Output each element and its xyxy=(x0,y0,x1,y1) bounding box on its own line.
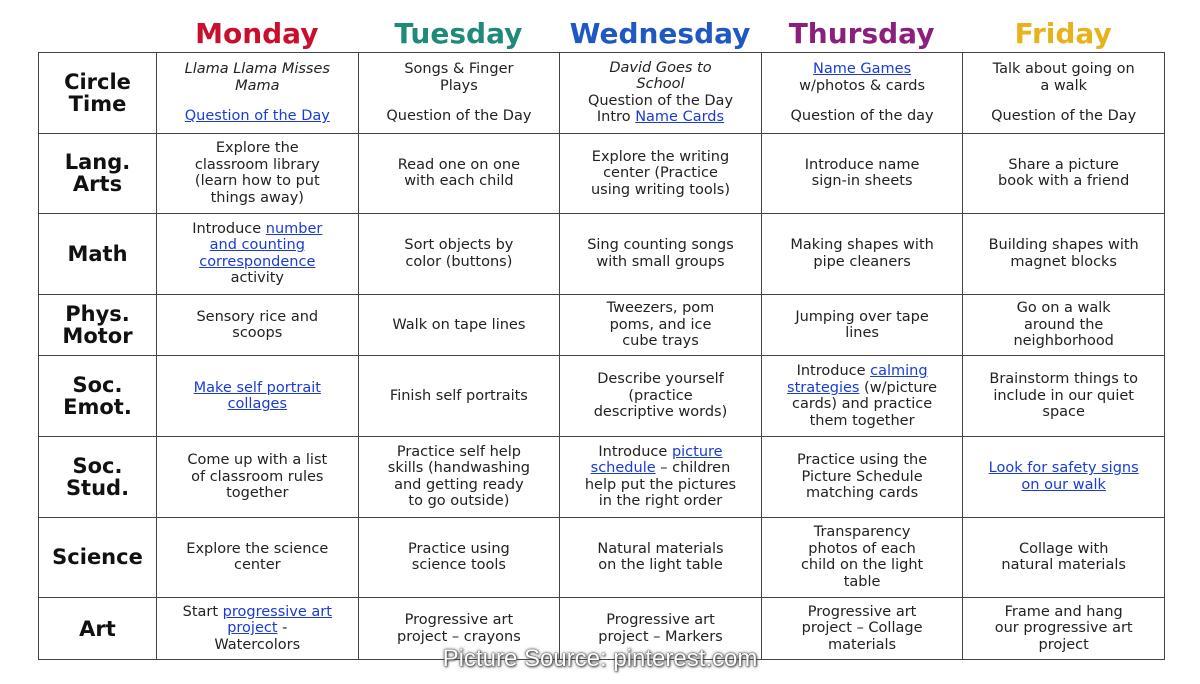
activity-cell xyxy=(963,517,1165,598)
activity-text: Read one on one xyxy=(397,156,521,173)
activity-text: sign-in sheets xyxy=(811,173,913,190)
activity-text: center xyxy=(233,557,281,574)
activity-text: scoops xyxy=(232,325,283,342)
subject-line: Time xyxy=(68,91,127,116)
table-row xyxy=(39,437,1165,518)
table-row xyxy=(39,294,1165,356)
activity-link[interactable]: correspondence xyxy=(199,253,316,270)
activity-text: and getting ready xyxy=(394,476,524,493)
activity-text: photos of each xyxy=(808,540,916,557)
activity-cell xyxy=(358,294,560,356)
subject-label xyxy=(39,356,157,437)
activity-text: w/photos & cards xyxy=(799,77,926,94)
subject-label xyxy=(39,517,157,598)
activity-line xyxy=(365,444,554,461)
activity-text: Plays xyxy=(439,77,478,94)
activity-line xyxy=(768,413,957,430)
activity-cell xyxy=(761,214,963,295)
activity-text: Start xyxy=(182,603,223,620)
activity-line xyxy=(163,140,352,157)
day-header-row xyxy=(156,12,1164,56)
activity-line xyxy=(365,541,554,558)
activity-text: of classroom rules xyxy=(191,468,324,485)
activity-text: Go on a walk xyxy=(1016,300,1111,317)
subject-line: Motor xyxy=(62,324,133,349)
activity-line xyxy=(163,108,352,125)
activity-line xyxy=(768,157,957,174)
activity-text: Come up with a list xyxy=(187,452,328,469)
day-header-friday: Friday xyxy=(1014,17,1112,50)
activity-line xyxy=(768,61,957,78)
activity-line xyxy=(163,78,352,95)
activity-line xyxy=(365,493,554,510)
activity-text: lines xyxy=(845,325,879,342)
activity-text: Question of the day xyxy=(790,108,934,125)
activity-cell xyxy=(358,437,560,518)
activity-text: our progressive art xyxy=(994,620,1133,637)
activity-line xyxy=(163,173,352,190)
table-row xyxy=(39,517,1165,598)
activity-line xyxy=(163,221,352,238)
activity-line xyxy=(163,325,352,342)
activity-link[interactable]: Name Cards xyxy=(635,109,725,126)
activity-text: with small groups xyxy=(596,253,725,270)
activity-text: Songs & Finger xyxy=(404,61,514,78)
activity-line xyxy=(768,574,957,591)
activity-line xyxy=(768,309,957,326)
activity-text: center (Practice xyxy=(603,165,718,182)
activity-text: with each child xyxy=(404,173,514,190)
activity-text: Explore the science xyxy=(186,540,329,557)
activity-cell xyxy=(560,53,762,134)
activity-line xyxy=(969,604,1158,621)
activity-text: include in our quiet xyxy=(993,387,1134,404)
activity-text: Jumping over tape xyxy=(795,308,929,325)
activity-line xyxy=(566,182,755,199)
activity-cell xyxy=(157,294,359,356)
activity-line xyxy=(566,333,755,350)
activity-text: neighborhood xyxy=(1013,333,1114,350)
activity-line xyxy=(768,620,957,637)
activity-line xyxy=(768,173,957,190)
activity-cell xyxy=(560,214,762,295)
activity-link[interactable]: progressive art xyxy=(222,603,332,620)
activity-text: Making shapes with xyxy=(790,237,934,254)
activity-text: Question of the Day xyxy=(991,108,1137,125)
activity-link[interactable]: Look for safety signs xyxy=(988,460,1139,477)
activity-text: Walk on tape lines xyxy=(392,316,526,333)
book-title-text: School xyxy=(636,76,685,93)
activity-line xyxy=(163,557,352,574)
activity-text: Finish self portraits xyxy=(389,387,528,404)
activity-text: Tweezers, pom xyxy=(606,300,715,317)
activity-cell xyxy=(963,437,1165,518)
table-row xyxy=(39,133,1165,214)
activity-line xyxy=(163,254,352,271)
activity-text: project xyxy=(1038,636,1089,653)
line-spacer xyxy=(969,94,1158,108)
activity-text: space xyxy=(1042,404,1085,421)
activity-link[interactable]: on our walk xyxy=(1021,476,1106,493)
activity-line xyxy=(768,557,957,574)
activity-line xyxy=(969,108,1158,125)
activity-text: Describe yourself xyxy=(597,371,724,388)
table-row xyxy=(39,214,1165,295)
activity-text: Practice using the xyxy=(797,452,928,469)
activity-text: Practice using xyxy=(408,540,510,557)
activity-cell xyxy=(963,53,1165,134)
activity-line xyxy=(566,317,755,334)
activity-line xyxy=(768,363,957,380)
subject-line: Art xyxy=(79,616,116,641)
activity-line xyxy=(768,469,957,486)
line-spacer xyxy=(163,94,352,108)
activity-line xyxy=(365,477,554,494)
book-title-text: David Goes to xyxy=(609,59,712,76)
subject-line: Lang. xyxy=(64,150,131,175)
activity-line xyxy=(566,165,755,182)
activity-text: Frame and hang xyxy=(1004,603,1123,620)
activity-text: using writing tools) xyxy=(590,181,730,198)
activity-text: – children xyxy=(655,460,731,477)
subject-label xyxy=(39,214,157,295)
activity-line xyxy=(768,524,957,541)
activity-text: Introduce xyxy=(598,443,672,460)
activity-line xyxy=(365,557,554,574)
activity-line xyxy=(566,76,755,93)
activity-line xyxy=(365,388,554,405)
activity-text: together xyxy=(226,485,289,502)
activity-text: Talk about going on xyxy=(992,61,1135,78)
activity-text: Collage with xyxy=(1018,540,1109,557)
activity-line xyxy=(566,60,755,77)
activity-line xyxy=(566,541,755,558)
activity-line xyxy=(566,300,755,317)
activity-line xyxy=(566,493,755,510)
activity-line xyxy=(566,557,755,574)
activity-text: around the xyxy=(1023,316,1104,333)
book-title-text: Llama Llama Misses xyxy=(184,61,330,78)
activity-text: Progressive art xyxy=(807,603,917,620)
subject-line: Soc. xyxy=(72,373,123,398)
subject-line: Science xyxy=(52,545,143,570)
activity-text: Practice self help xyxy=(396,443,521,460)
day-header-thursday: Thursday xyxy=(788,17,935,50)
activity-text: project – Markers xyxy=(598,628,723,645)
activity-cell xyxy=(157,356,359,437)
activity-link[interactable]: collages xyxy=(227,396,288,413)
activity-line xyxy=(163,452,352,469)
activity-line xyxy=(163,469,352,486)
activity-text: skills (handwashing xyxy=(387,460,531,477)
activity-line xyxy=(969,404,1158,421)
activity-link[interactable]: strategies xyxy=(787,379,860,396)
activity-text: materials xyxy=(828,636,897,653)
activity-text: Question of the Day xyxy=(587,92,734,109)
activity-line xyxy=(566,371,755,388)
activity-text: child on the light xyxy=(800,557,924,574)
activity-text: Explore the writing xyxy=(591,148,730,165)
activity-line xyxy=(163,309,352,326)
activity-text: Introduce xyxy=(796,363,871,380)
activity-text: a walk xyxy=(1040,77,1087,94)
activity-text: Explore the xyxy=(215,140,299,157)
activity-link[interactable]: Question of the Day xyxy=(184,108,330,125)
book-title-text: Mama xyxy=(235,77,280,94)
activity-cell xyxy=(560,294,762,356)
activity-text: Sing counting songs xyxy=(587,237,734,254)
subject-line: Stud. xyxy=(65,475,130,500)
activity-line xyxy=(969,541,1158,558)
activity-line xyxy=(969,388,1158,405)
activity-line xyxy=(365,78,554,95)
activity-link[interactable]: calming xyxy=(870,363,928,380)
activity-text: in the right order xyxy=(598,493,723,510)
activity-line xyxy=(768,396,957,413)
activity-line xyxy=(163,237,352,254)
activity-cell xyxy=(358,356,560,437)
activity-line xyxy=(969,254,1158,271)
activity-line xyxy=(969,317,1158,334)
subject-label xyxy=(39,294,157,356)
activity-text: Progressive art xyxy=(404,612,514,629)
activity-link[interactable]: Make self portrait xyxy=(193,379,321,396)
activity-line xyxy=(365,629,554,646)
activity-text: Transparency xyxy=(813,524,911,541)
activity-line xyxy=(566,629,755,646)
activity-line xyxy=(969,557,1158,574)
activity-line xyxy=(365,317,554,334)
activity-text: Introduce xyxy=(192,220,266,237)
activity-text: Brainstorm things to xyxy=(989,371,1138,388)
activity-text: Sort objects by xyxy=(404,237,514,254)
activity-line xyxy=(768,237,957,254)
activity-link[interactable]: schedule xyxy=(590,460,656,477)
activity-cell xyxy=(963,214,1165,295)
activity-line xyxy=(365,61,554,78)
subject-line: Circle xyxy=(64,69,131,94)
activity-line xyxy=(768,78,957,95)
activity-text: color (buttons) xyxy=(405,253,513,270)
activity-line xyxy=(768,541,957,558)
activity-text: pipe cleaners xyxy=(813,253,911,270)
activity-line xyxy=(163,604,352,621)
activity-cell xyxy=(560,437,762,518)
subject-label xyxy=(39,437,157,518)
activity-text: things away) xyxy=(210,189,304,206)
activity-link[interactable]: and counting xyxy=(209,237,305,254)
activity-line xyxy=(365,157,554,174)
activity-link[interactable]: picture xyxy=(671,443,723,460)
activity-text: Picture Schedule xyxy=(801,468,923,485)
subject-label xyxy=(39,133,157,214)
activity-cell xyxy=(157,53,359,134)
activity-text: cards) and practice xyxy=(792,396,933,413)
activity-line xyxy=(566,149,755,166)
activity-text: Building shapes with xyxy=(988,237,1139,254)
subject-line: Math xyxy=(67,241,128,266)
activity-line xyxy=(566,237,755,254)
activity-line xyxy=(768,485,957,502)
activity-cell xyxy=(963,294,1165,356)
activity-line xyxy=(163,620,352,637)
day-header-tuesday: Tuesday xyxy=(394,17,523,50)
weekly-plan-table xyxy=(38,52,1165,660)
activity-text: classroom library xyxy=(194,156,320,173)
activity-cell xyxy=(358,214,560,295)
day-header-monday: Monday xyxy=(195,17,319,50)
subject-line: Soc. xyxy=(72,453,123,478)
activity-line xyxy=(365,237,554,254)
activity-line xyxy=(768,380,957,397)
activity-line xyxy=(365,460,554,477)
activity-cell xyxy=(157,517,359,598)
activity-line xyxy=(566,444,755,461)
activity-line xyxy=(566,109,755,126)
activity-cell xyxy=(761,294,963,356)
activity-line xyxy=(768,325,957,342)
table-row xyxy=(39,53,1165,134)
activity-line xyxy=(163,485,352,502)
activity-cell xyxy=(157,437,359,518)
activity-line xyxy=(969,333,1158,350)
activity-line xyxy=(163,61,352,78)
activity-cell xyxy=(761,133,963,214)
activity-cell xyxy=(761,517,963,598)
activity-line xyxy=(163,380,352,397)
subject-line: Arts xyxy=(72,172,123,197)
activity-cell xyxy=(963,356,1165,437)
activity-text: science tools xyxy=(411,557,506,574)
activity-line xyxy=(163,190,352,207)
activity-cell xyxy=(963,133,1165,214)
subject-line: Emot. xyxy=(63,395,132,420)
activity-text: (practice xyxy=(628,387,693,404)
activity-text: them together xyxy=(809,412,915,429)
activity-text: Sensory rice and xyxy=(196,308,319,325)
activity-text: book with a friend xyxy=(998,173,1130,190)
activity-line xyxy=(566,254,755,271)
line-spacer xyxy=(365,94,554,108)
activity-link[interactable]: Name Games xyxy=(813,61,912,78)
day-header-wednesday: Wednesday xyxy=(569,17,751,50)
activity-cell xyxy=(761,53,963,134)
activity-text: Intro xyxy=(596,109,636,126)
activity-line xyxy=(969,173,1158,190)
activity-line xyxy=(566,93,755,110)
activity-cell xyxy=(761,437,963,518)
activity-text: on the light table xyxy=(598,557,723,574)
activity-text: descriptive words) xyxy=(593,404,728,421)
activity-cell xyxy=(358,133,560,214)
activity-line xyxy=(969,371,1158,388)
activity-text: Introduce name xyxy=(804,156,920,173)
activity-text: help put the pictures xyxy=(584,476,737,493)
activity-cell xyxy=(560,133,762,214)
activity-text: (w/picture xyxy=(859,379,938,396)
activity-line xyxy=(768,604,957,621)
picture-source-watermark: Picture Source: pinterest.com xyxy=(442,645,758,672)
activity-line xyxy=(768,254,957,271)
activity-link[interactable]: number xyxy=(265,220,323,237)
activity-line xyxy=(768,108,957,125)
activity-text: activity xyxy=(230,270,285,287)
activity-line xyxy=(566,404,755,421)
activity-line xyxy=(566,612,755,629)
activity-line xyxy=(365,612,554,629)
activity-line xyxy=(163,270,352,287)
activity-cell xyxy=(560,517,762,598)
activity-line xyxy=(566,460,755,477)
activity-line xyxy=(163,157,352,174)
activity-text: project – crayons xyxy=(396,628,521,645)
activity-text: - xyxy=(277,620,288,637)
activity-text: Progressive art xyxy=(606,612,715,629)
activity-cell xyxy=(358,53,560,134)
activity-cell xyxy=(157,214,359,295)
subject-label xyxy=(39,53,157,134)
activity-line xyxy=(969,237,1158,254)
line-spacer xyxy=(768,94,957,108)
activity-text: magnet blocks xyxy=(1010,253,1117,270)
activity-line xyxy=(969,477,1158,494)
activity-text: project – Collage xyxy=(801,620,923,637)
activity-text: poms, and ice xyxy=(609,316,712,333)
activity-cell xyxy=(560,356,762,437)
activity-line xyxy=(969,61,1158,78)
activity-line xyxy=(969,78,1158,95)
subject-line: Phys. xyxy=(65,302,130,327)
activity-line xyxy=(768,452,957,469)
activity-text: matching cards xyxy=(805,485,919,502)
activity-cell xyxy=(157,133,359,214)
activity-text: Watercolors xyxy=(214,636,301,653)
activity-cell xyxy=(761,356,963,437)
activity-text: Natural materials xyxy=(597,540,724,557)
activity-cell xyxy=(358,517,560,598)
activity-line xyxy=(365,173,554,190)
activity-line xyxy=(969,300,1158,317)
activity-line xyxy=(365,108,554,125)
activity-text: Share a picture xyxy=(1008,156,1119,173)
activity-link[interactable]: project xyxy=(227,620,278,637)
activity-line xyxy=(969,157,1158,174)
activity-text: table xyxy=(843,573,881,590)
activity-line xyxy=(566,388,755,405)
activity-text: (learn how to put xyxy=(194,173,320,190)
activity-text: cube trays xyxy=(622,333,699,350)
activity-line xyxy=(969,620,1158,637)
activity-line xyxy=(163,541,352,558)
activity-line xyxy=(365,254,554,271)
activity-text: natural materials xyxy=(1001,557,1126,574)
activity-text: Question of the Day xyxy=(386,108,532,125)
table-row xyxy=(39,356,1165,437)
activity-line xyxy=(566,477,755,494)
activity-line xyxy=(969,460,1158,477)
activity-text: to go outside) xyxy=(408,493,510,510)
activity-line xyxy=(163,396,352,413)
